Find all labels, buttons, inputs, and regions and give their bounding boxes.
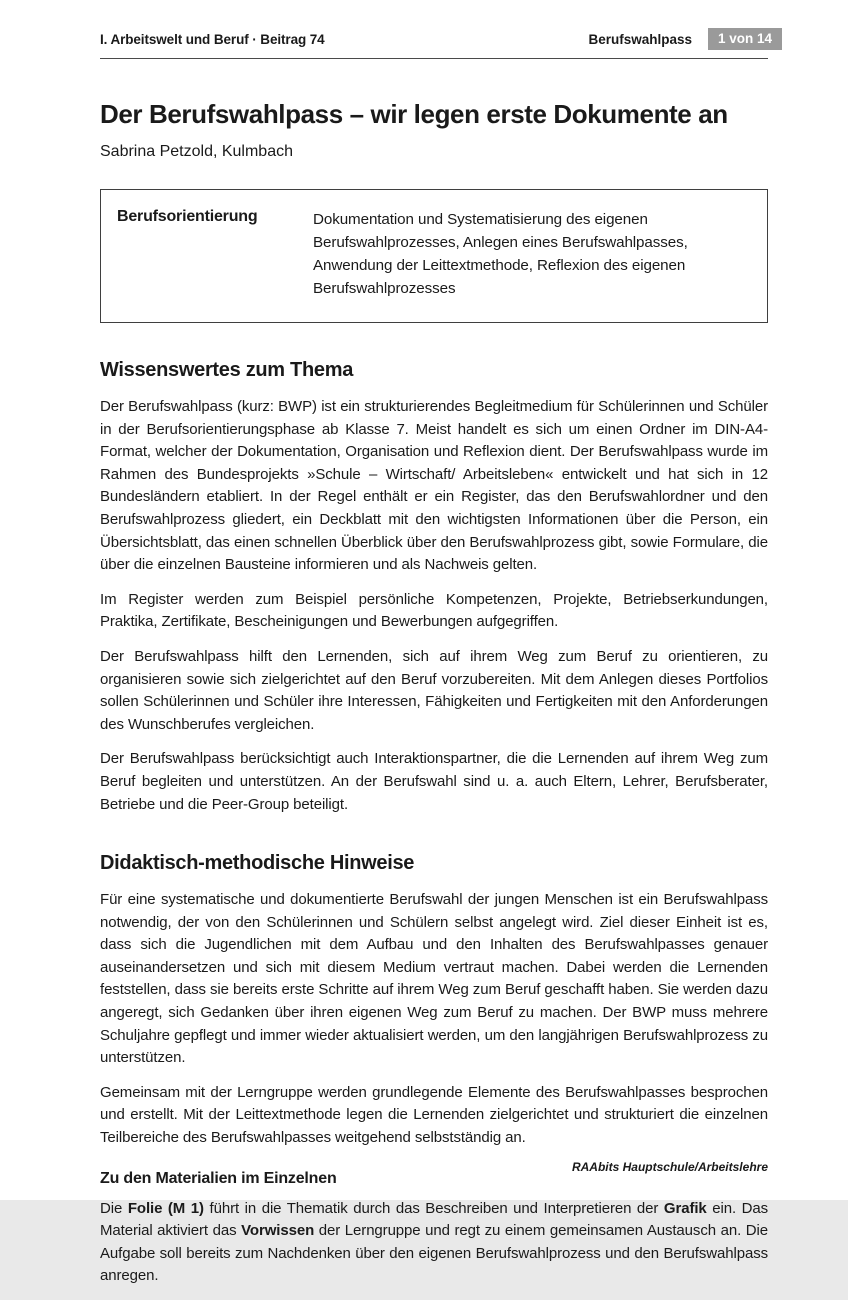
page-count-badge: 1 von 14: [708, 28, 782, 50]
page-header: [100, 0, 773, 50]
footer-imprint: RAAbits Hauptschule/Arbeitslehre: [571, 1160, 768, 1174]
paragraph: Der Berufswahlpass (kurz: BWP) ist ein strukturierendes Begleitmedium für Schülerinnen und Schüler in der Berufsorientierungsphase ab Klasse 7. Meist handelt es sich um einen Ordner im DIN-A4-Format, welcher der Dokumentation, Organisation und Reflexion dient. Der Berufswahlpass wurde im Rahmen des Bundesprojekts »Schule – Wirtschaft/ Arbeitsleben« entwickelt und hat sich in 12 Bundesländern etabliert. In der Regel enthält er ein Register, das den Berufswahlordner und den Berufswahlprozess gliedert, ein Deckblatt mit den wichtigsten Informationen über die Person, ein Übersichtsblatt, das einen schnellen Überblick über den Berufswahlprozess gibt, sowie Formulare, die über die einzelnen Bausteine informieren und als Nachweis gelten.: [100, 398, 768, 574]
paragraph: Im Register werden zum Beispiel persönliche Kompetenzen, Projekte, Betriebserkundungen, Praktika, Zertifikate, Bescheinigungen und Bewerbungen aufgegriffen.: [100, 590, 768, 631]
page-content: [100, 0, 773, 1300]
header-right-group: [588, 28, 773, 50]
header-chapter-label: I. Arbeitswelt und Beruf · Beitrag 74: [100, 31, 325, 47]
section-heading: Didaktisch-methodische Hinweise: [100, 852, 415, 875]
header-topic-label: Berufswahlpass: [588, 31, 692, 47]
paragraph: Der Berufswahlpass hilft den Lernenden, sich auf ihrem Weg zum Beruf zu orientieren, zu organisieren sowie sich zielgerichtet auf den Beruf vorzubereiten. Mit dem Anlegen dieses Portfolios sollen Schülerinnen und Schüler ihre Interessen, Fähigkeiten und Fertigkeiten mit den Anforderungen des Wunschberufes vergleichen.: [100, 647, 768, 733]
section-heading: Wissenswertes zum Thema: [100, 359, 354, 381]
info-box: [100, 189, 768, 323]
page-title: Der Berufswahlpass – wir legen erste Dokumente an: [100, 99, 728, 129]
header-divider: [100, 58, 768, 59]
paragraph: Für eine systematische und dokumentierte Berufswahl der jungen Menschen ist ein Berufswahlpass notwendig, der von den Schülerinnen und Schülern selbst angelegt wird. Ziel dieser Einheit ist es, dass sich die Jugendlichen mit dem Aufbau und den Inhalten des Berufswahlpasses genauer auseinandersetzen und sich mit diesem Medium vertraut machen. Dabei werden die Lernenden feststellen, dass sie bereits erste Schritte auf ihrem Weg zum Beruf geschafft haben. Sie werden dazu angeregt, sich Gedanken über ihren eigenen Weg zum Beruf zu machen. Der BWP muss mehrere Schuljahre gepflegt und immer wieder aktualisiert werden, um den langjährigen Berufswahlprozess zu unterstützen.: [100, 891, 768, 1067]
paragraph: Der Berufswahlpass berücksichtigt auch Interaktionspartner, die die Lernenden auf ihrem Weg zum Beruf begleiten und unterstützen. An der Berufswahl sind u. a. auch Eltern, Lehrer, Berufsberater, Betriebe und die Peer-Group beteiligt.: [100, 750, 768, 813]
author-line: Sabrina Petzold, Kulmbach: [100, 143, 293, 160]
section-wissenswertes: [100, 359, 768, 816]
paragraph: Die Folie (M 1) führt in die Thematik durch das Beschreiben und Interpretieren der Grafik ein. Das Material aktiviert das Vorwissen der Lerngruppe und regt zu einem gemeinsamen Austausch an. Die Aufgabe soll bereits zum Nachdenken über den eigenen Berufswahlprozess und den Berufswahlpass anregen.: [100, 1199, 768, 1285]
info-box-text: Dokumentation und Systematisierung des eigenen Berufswahlprozesses, Anlegen eines Berufswahlpasses, Anwendung der Leittextmethode, Reflexion des eigenen Berufswahlprozesses: [313, 211, 688, 297]
info-box-label: Berufsorientierung: [117, 208, 258, 225]
sub-heading-materialien: Zu den Materialien im Einzelnen: [100, 1169, 337, 1187]
section-didaktisch: [100, 852, 768, 1288]
paragraph: Gemeinsam mit der Lerngruppe werden grundlegende Elemente des Berufswahlpasses besprochen und erstellt. Mit der Leittextmethode legen die Lernenden zielgerichtet und strukturiert die einzelnen Teilbereiche des Berufswahlpasses weitgehend selbstständig an.: [100, 1083, 768, 1147]
